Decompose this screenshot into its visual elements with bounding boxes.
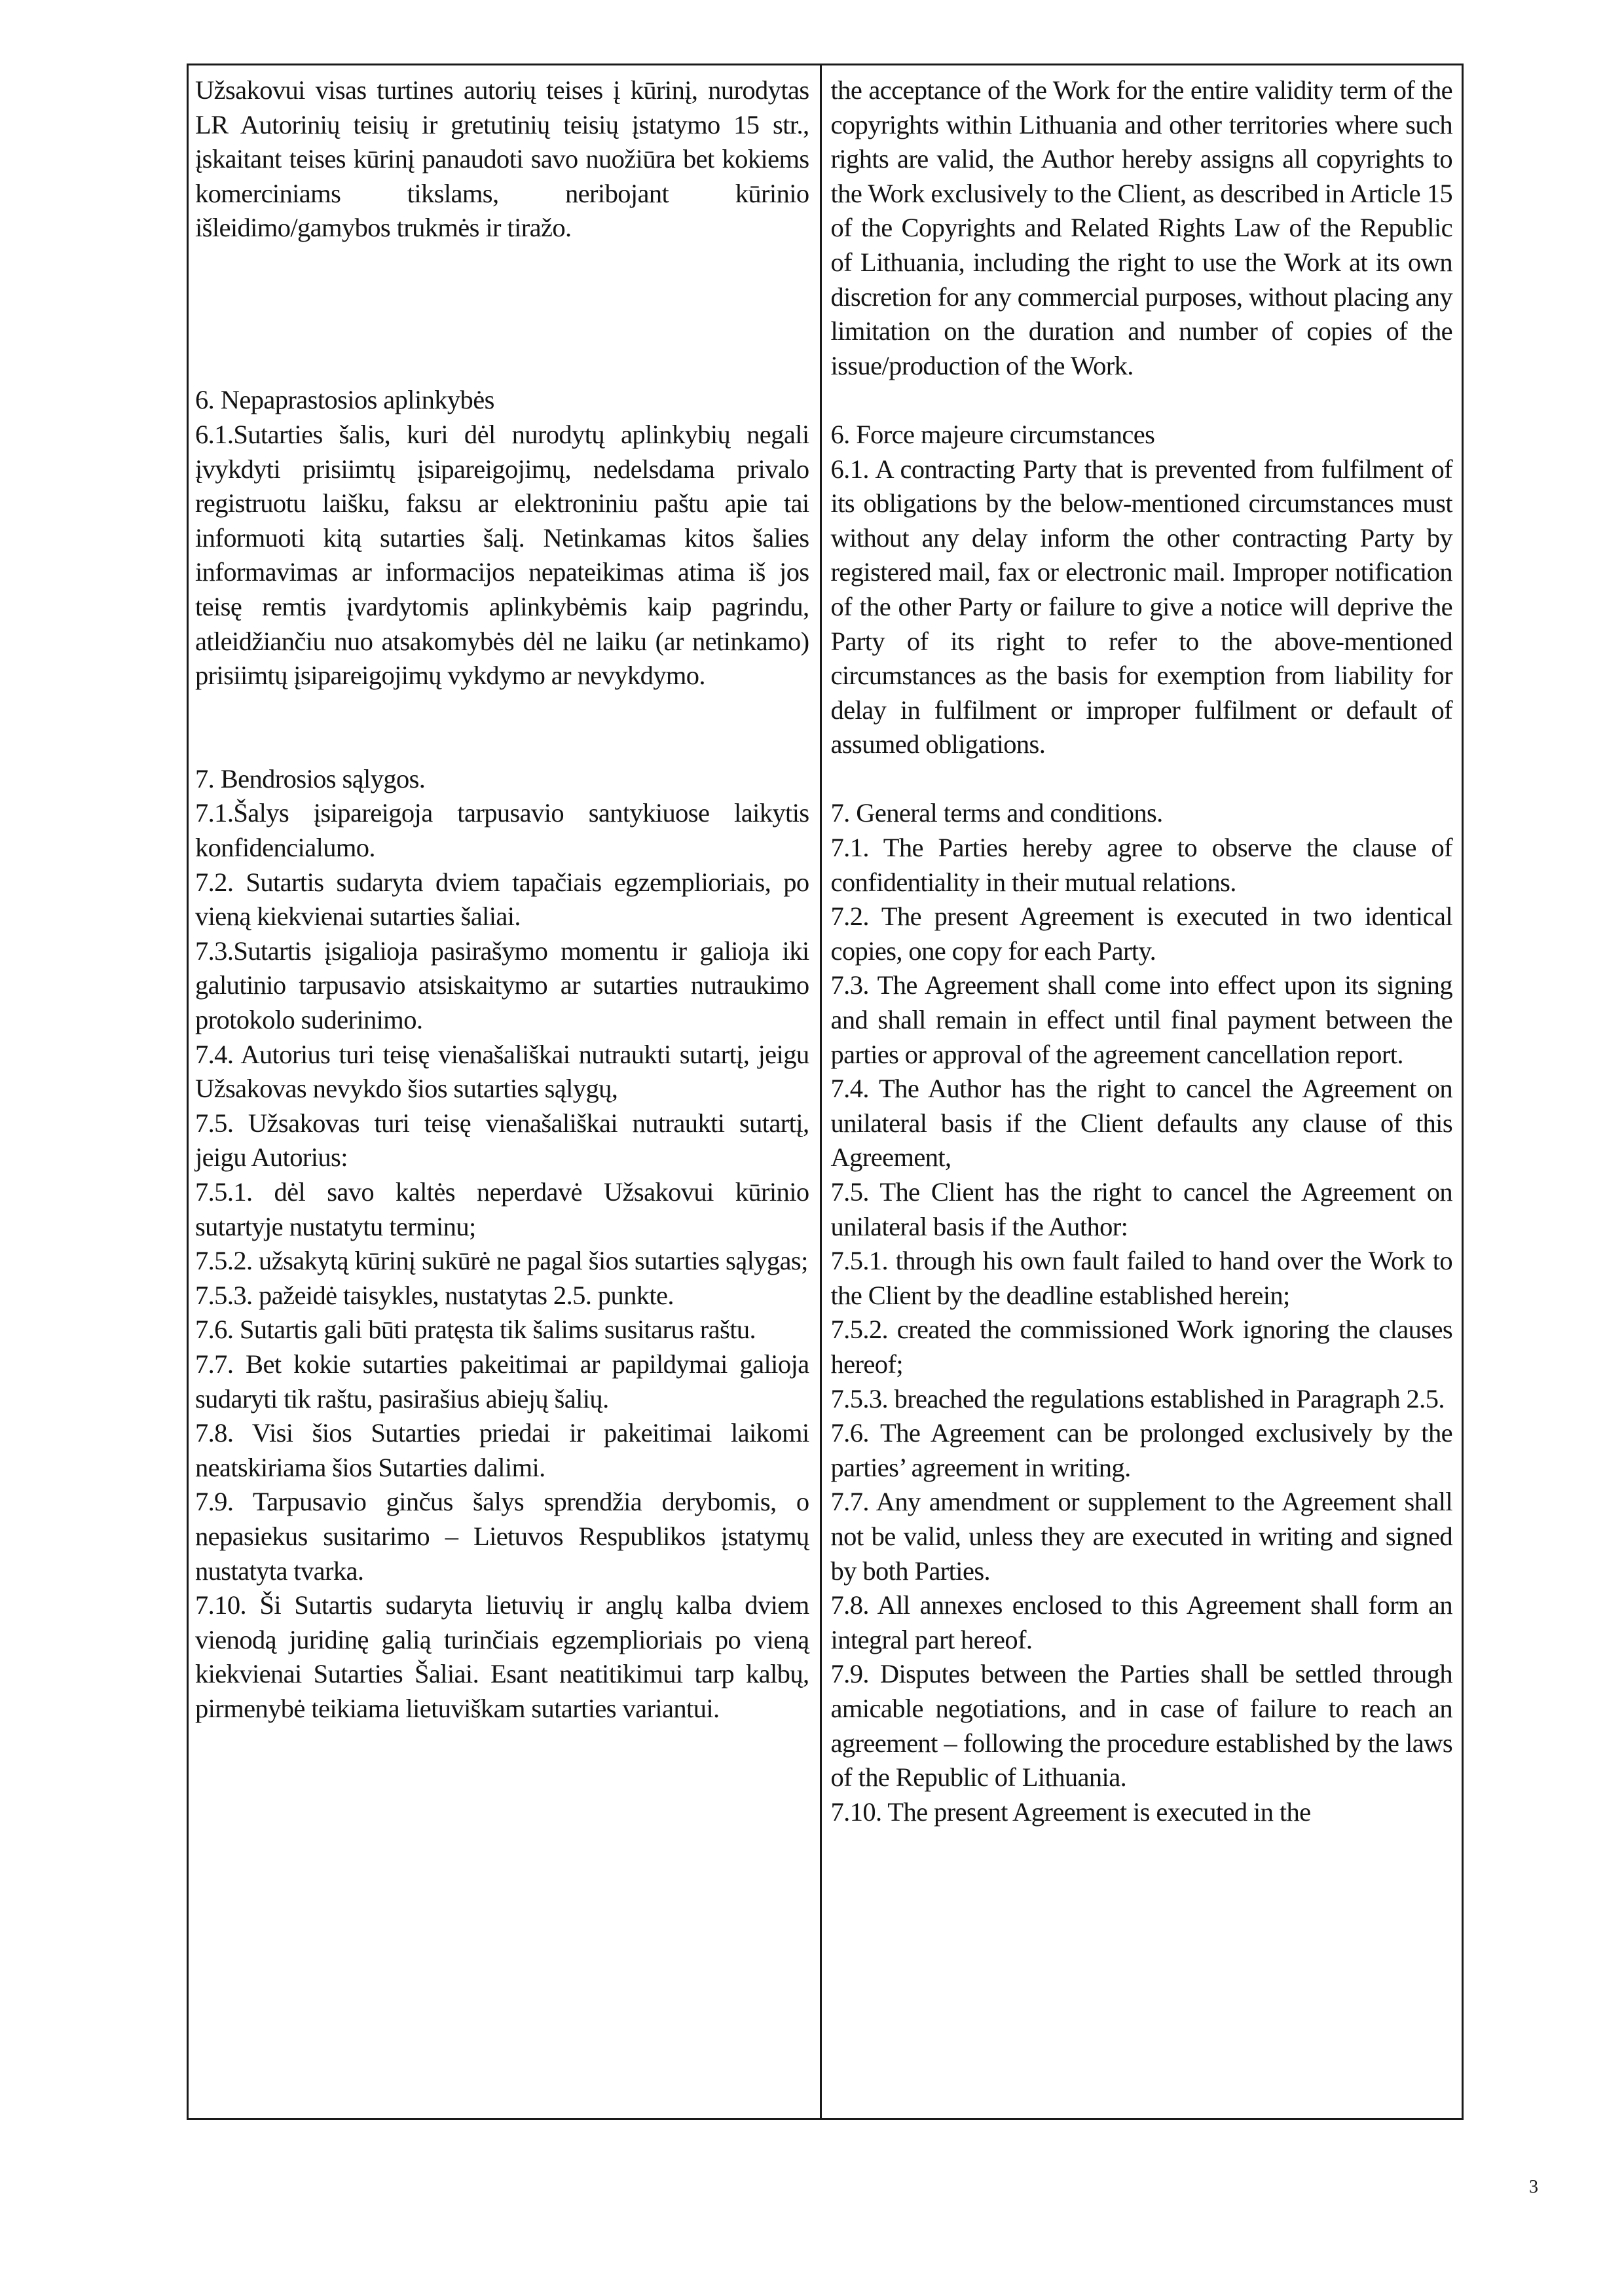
clause-7-7-lt: 7.7. Bet kokie sutarties pakeitimai ar papildymai galioja sudaryti tik raštu, pasirašius abiejų šalių. [195, 1349, 809, 1413]
clause-7-4-lt: 7.4. Autorius turi teisę vienašališkai nutraukti sutartį, jeigu Užsakovas nevykdo šios sutarties sąlygų, [195, 1039, 809, 1104]
clause-7-7-en: 7.7. Any amendment or supplement to the Agreement shall not be valid, unless they are executed in writing and signed by both Parties. [830, 1487, 1452, 1586]
spacer [195, 693, 809, 762]
clause-7-6-en: 7.6. The Agreement can be prolonged exclusively by the parties’ agreement in writing. [830, 1418, 1452, 1482]
copyright-clause-continuation-en: the acceptance of the Work for the entire validity term of the copyrights within Lithuania and other territories where such rights are valid, the Author hereby assigns all copyrights to the Work exclusively to the Client, as described in Article 15 of the Copyrights and Related Rights Law of the Republic of Lithuania, including the right to use the Work at its own discretion for any commercial purposes, without placing any limitation on the duration and number of copies of the issue/production of the Work. [830, 75, 1452, 380]
clause-7-9-lt: 7.9. Tarpusavio ginčus šalys sprendžia derybomis, o nepasiekus susitarimo – Lietuvos Respublikos įstatymų nustatyta tvarka. [195, 1487, 809, 1586]
clause-7-5-2-lt: 7.5.2. užsakytą kūrinį sukūrė ne pagal šios sutarties sąlygas; [195, 1246, 808, 1276]
clause-7-1-en: 7.1. The Parties hereby agree to observe the clause of confidentiality in their mutual relations. [830, 833, 1452, 897]
clause-7-6-lt: 7.6. Sutartis gali būti pratęsta tik šalims susitarus raštu. [195, 1315, 756, 1345]
clause-7-5-1-en: 7.5.1. through his own fault failed to hand over the Work to the Client by the deadline established herein; [830, 1246, 1452, 1310]
english-column [822, 65, 1462, 2118]
page-number: 3 [1529, 2177, 1538, 2197]
clause-7-5-3-en: 7.5.3. breached the regulations established in Paragraph 2.5. [830, 1383, 1445, 1413]
clause-7-2-lt: 7.2. Sutartis sudaryta dviem tapačiais egzemplioriais, po vieną kiekvienai sutarties šaliai. [195, 867, 809, 932]
clause-7-5-2-en: 7.5.2. created the commissioned Work ignoring the clauses hereof; [830, 1315, 1452, 1379]
clause-6-1-en: 6.1. A contracting Party that is prevented from fulfilment of its obligations by the below-mentioned circumstances must without any delay inform the other contracting Party by registered mail, fax or electronic mail. Improper notification of the other Party or failure to give a notice will deprive the Party of its right to refer to the above-mentioned circumstances as the basis for exemption from liability for delay in fulfilment or improper fulfilment or default of assumed obligations. [830, 454, 1452, 759]
spacer [195, 246, 809, 383]
clause-7-3-en: 7.3. The Agreement shall come into effect upon its signing and shall remain in effect until final payment between the parties or approval of the agreement cancellation report. [830, 970, 1452, 1069]
section-7-heading-lt: 7. Bendrosios sąlygos. [195, 763, 426, 793]
clause-7-4-en: 7.4. The Author has the right to cancel the Agreement on unilateral basis if the Client defaults any clause of this Agreement, [830, 1074, 1452, 1173]
clause-7-10-lt: 7.10. Ši Sutartis sudaryta lietuvių ir anglų kalba dviem vienodą juridinę galią turinčiais egzemplioriais po vieną kiekvienai Sutarties Šaliai. Esant neatitikimui tarp kalbų, pirmenybė teikiama lietuviškam sutarties variantui. [195, 1590, 809, 1723]
clause-7-5-3-lt: 7.5.3. pažeidė taisykles, nustatytas 2.5. punkte. [195, 1280, 674, 1310]
clause-7-2-en: 7.2. The present Agreement is executed in two identical copies, one copy for each Party. [830, 902, 1452, 966]
clause-7-5-en: 7.5. The Client has the right to cancel the Agreement on unilateral basis if the Author: [830, 1177, 1452, 1241]
clause-7-10-en: 7.10. The present Agreement is executed in the [830, 1796, 1311, 1827]
section-7-heading-en: 7. General terms and conditions. [830, 798, 1163, 828]
spacer [831, 762, 1452, 797]
lithuanian-column [189, 65, 822, 2118]
clause-7-8-en: 7.8. All annexes enclosed to this Agreement shall form an integral part hereof. [830, 1590, 1452, 1654]
clause-7-5-lt: 7.5. Užsakovas turi teisę vienašališkai nutraukti sutartį, jeigu Autorius: [195, 1108, 809, 1173]
clause-7-3-lt: 7.3.Sutartis įsigalioja pasirašymo momentu ir galioja iki galutinio tarpusavio atsiskaitymo ar sutarties nutraukimo protokolo suderinimo. [195, 936, 809, 1035]
section-6-heading-lt: 6. Nepaprastosios aplinkybės [195, 385, 494, 415]
clause-7-5-1-lt: 7.5.1. dėl savo kaltės neperdavė Užsakovui kūrinio sutartyje nustatytu terminu; [195, 1177, 809, 1241]
copyright-clause-continuation-lt: Užsakovui visas turtines autorių teises į kūrinį, nurodytas LR Autorinių teisių ir gretutinių teisių įstatymo 15 str., įskaitant teises kūrinį panaudoti savo nuožiūra bet kokiems komerciniams tikslams, neribojant kūrinio išleidimo/gamybos trukmės ir tiražo. [195, 75, 809, 243]
section-6-heading-en: 6. Force majeure circumstances [830, 419, 1155, 449]
clause-7-9-en: 7.9. Disputes between the Parties shall be settled through amicable negotiations, and in case of failure to reach an agreement – following the procedure established by the laws of the Republic of Lithuania. [830, 1659, 1452, 1793]
bilingual-contract-table [187, 64, 1464, 2120]
clause-7-1-lt: 7.1.Šalys įsipareigoja tarpusavio santykiuose laikytis konfidencialumo. [195, 798, 809, 863]
clause-6-1-lt: 6.1.Sutarties šalis, kuri dėl nurodytų aplinkybių negali įvykdyti prisiimtų įsipareigojimų, nedelsdama privalo registruotu laišku, faksu ar elektroniniu paštu apie tai informuoti kitą sutarties šalį. Netinkamas kitos šalies informavimas ar informacijos nepateikimas atima iš jos teisę remtis įvardytomis aplinkybėmis kaip pagrindu, atleidžiančiu nuo atsakomybės dėl ne laiku (ar netinkamo) prisiimtų įsipareigojimų vykdymo ar nevykdymo. [195, 419, 809, 691]
spacer [831, 383, 1452, 418]
clause-7-8-lt: 7.8. Visi šios Sutarties priedai ir pakeitimai laikomi neatskiriama šios Sutarties dalimi. [195, 1418, 809, 1482]
